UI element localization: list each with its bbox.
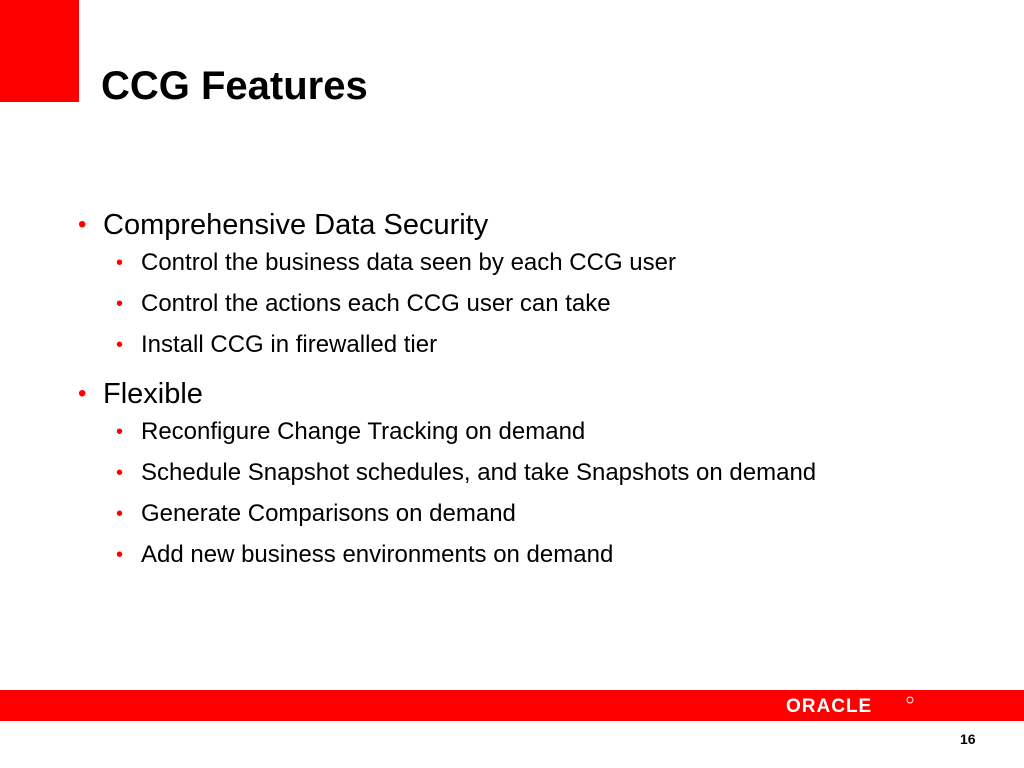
footer-band [0, 690, 1024, 721]
sub-bullet: • Control the business data seen by each CCG user [116, 248, 841, 278]
oracle-logo [786, 694, 916, 716]
page-number: 16 [960, 731, 976, 747]
svg-text:ORACLE: ORACLE [786, 696, 873, 716]
sub-list-flexible [78, 417, 878, 570]
sub-bullet: • Generate Comparisons on demand [116, 499, 841, 529]
bullet-comprehensive-data-security: • Comprehensive Data Security [78, 202, 878, 248]
sub-list-data-security [78, 248, 878, 360]
bullet-flexible: • Flexible [78, 371, 878, 417]
sub-bullet: • Reconfigure Change Tracking on demand [116, 417, 841, 447]
corner-accent-block [0, 0, 79, 102]
sub-bullet: • Install CCG in firewalled tier [116, 330, 841, 360]
sub-bullet: • Add new business environments on demand [116, 540, 841, 570]
sub-bullet: • Schedule Snapshot schedules, and take Snapshots on demand [116, 458, 841, 488]
sub-bullet: • Control the actions each CCG user can take [116, 289, 841, 319]
slide-title: CCG Features [101, 64, 368, 108]
slide-content [78, 202, 878, 581]
